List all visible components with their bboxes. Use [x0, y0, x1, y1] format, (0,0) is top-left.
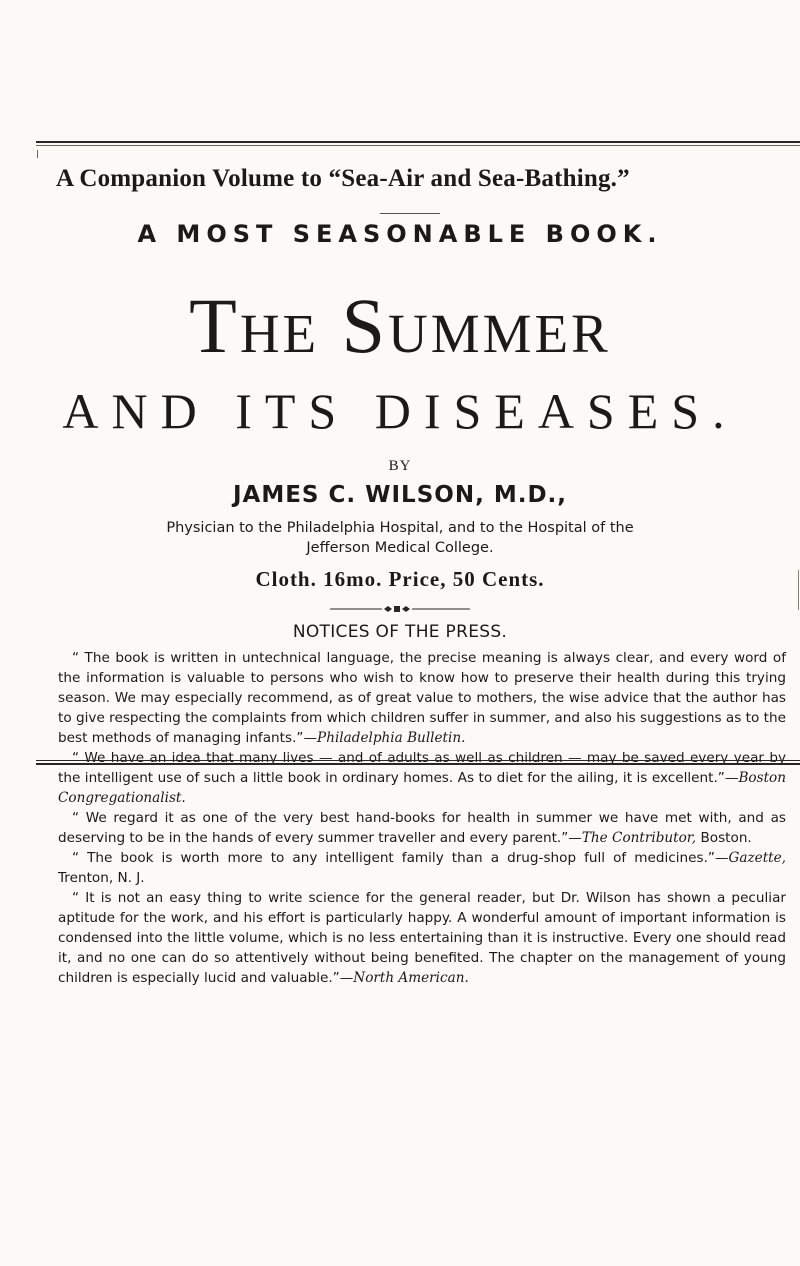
review-4: “ The book is worth more to any intelligent family than a drug-shop full of medicines.”—Gazette, Trenton, N. J.	[58, 850, 786, 886]
by-label: BY	[388, 458, 412, 474]
review-1: “ The book is written in untechnical language, the precise meaning is always clear, and every word of the information is valuable to persons who wish to know how to preserve their health during this trying season. We may especially recommend, as of great value to mothers, the wise advice that the author has to give respecting the complaints from which children suffer in summer, and also his suggestions as to the best methods of managing infants.”—Philadelphia Bulletin.	[58, 650, 786, 746]
review-3: “ We regard it as one of the very best hand-books for health in summer we have met with, and as deserving to be in the hands of every summer traveller and every parent.”—The Contributor, Boston.	[58, 810, 786, 846]
edition-price: Cloth. 16mo. Price, 50 Cents.	[255, 567, 545, 591]
affiliation-line-1: Physician to the Philadelphia Hospital, and to the Hospital of the	[166, 520, 634, 536]
ornament-divider-icon	[330, 604, 470, 614]
affiliation-line-2: Jefferson Medical College.	[306, 540, 494, 556]
review-source-2: Boston Congregationalist.	[58, 770, 786, 806]
bottom-border-rule	[36, 763, 800, 765]
review-5: “ It is not an easy thing to write science for the general reader, but Dr. Wilson has shown a peculiar aptitude for the work, and his effort is particularly happy. A wonderful amount of important information is condensed into the little volume, which is no less entertaining than it is instructive. Every one should read it, and no one can do so attentively without being benefited. The chapter on the management of young children is especially lucid and valuable.”—North American.	[58, 890, 786, 986]
top-border-rule	[36, 141, 800, 143]
notices-heading: NOTICES OF THE PRESS.	[292, 622, 508, 642]
review-source-3: The Contributor,	[581, 830, 697, 846]
book-title-line2: AND ITS DISEASES.	[62, 383, 738, 439]
review-source-5: North American.	[353, 970, 469, 986]
top-border-rule-thin	[36, 145, 800, 146]
bottom-border-rule-thin	[36, 760, 800, 761]
book-title-line1: The Summer	[189, 282, 611, 369]
review-2: “ We have an idea that many lives — and of adults as well as children — may be saved every year by the intelligent use of such a little book in ordinary homes. As to diet for the ailing, it is excellent.”—Boston Congregationalist.	[58, 750, 786, 806]
seasonable-book-line: A MOST SEASONABLE BOOK.	[137, 220, 663, 248]
author-name: JAMES C. WILSON, M.D.,	[232, 482, 568, 508]
left-edge-mark	[37, 150, 38, 158]
author-affiliation	[0, 518, 800, 558]
review-source-4: Gazette,	[728, 850, 786, 866]
short-divider	[380, 213, 440, 214]
review-source-1: Philadelphia Bulletin.	[317, 730, 466, 746]
companion-volume-line: A Companion Volume to “Sea-Air and Sea-Bathing.”	[56, 165, 630, 192]
press-notices	[58, 648, 786, 988]
